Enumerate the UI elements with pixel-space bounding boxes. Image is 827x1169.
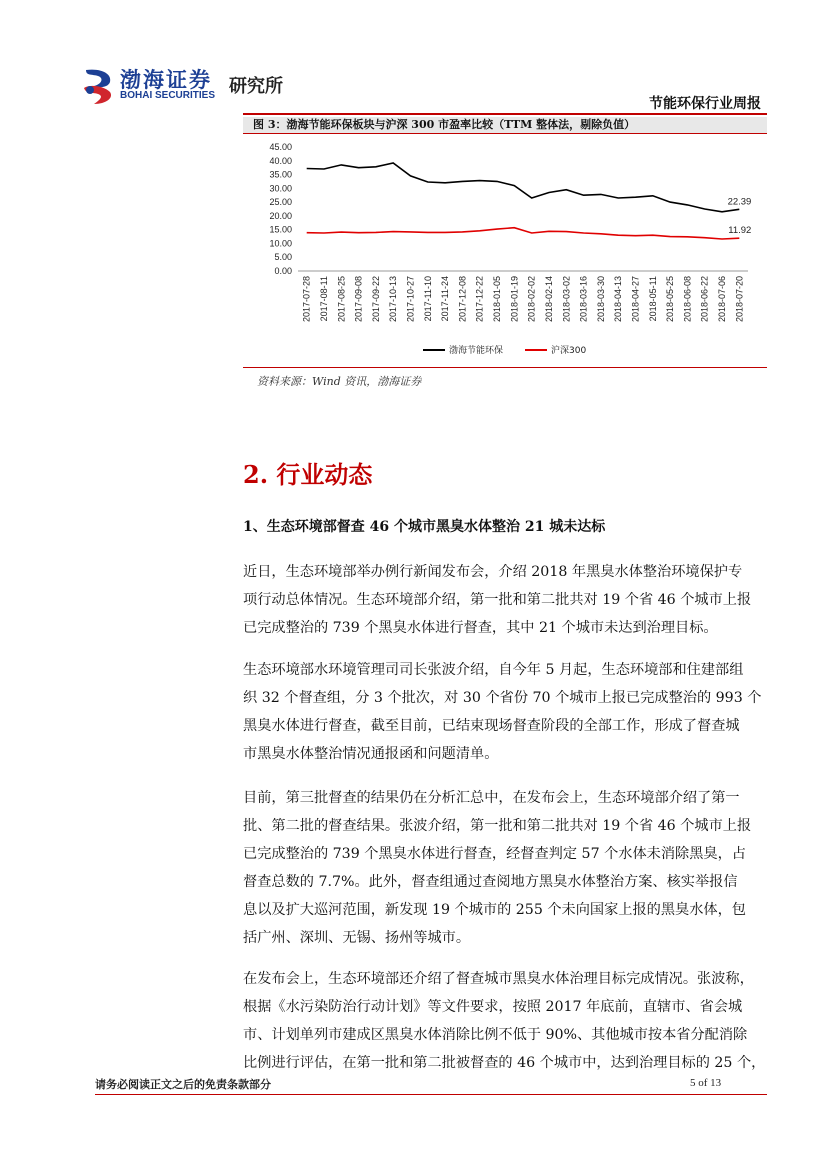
y-tick-label: 45.00	[269, 142, 292, 152]
series-line-bohai	[307, 163, 740, 212]
x-tick-label: 2018-04-27	[630, 276, 641, 323]
report-title: 节能环保行业周报	[649, 96, 761, 112]
y-tick-label: 15.00	[269, 224, 292, 235]
paragraph-line: 根据《水污染防治行动计划》等文件要求，按照 2017 年底前，直辖市、省会城	[243, 999, 743, 1015]
figure-caption: 图 3：渤海节能环保板块与沪深 300 市盈率比较（TTM 整体法，剔除负值）	[243, 117, 767, 133]
paragraph-line: 生态环境部水环境管理司司长张波介绍，自今年 5 月起，生态环境部和住建部组	[243, 662, 744, 678]
x-tick-label: 2018-07-06	[717, 276, 728, 323]
pe-ratio-line-chart	[243, 134, 767, 364]
bohai-logo-icon	[80, 66, 116, 106]
paragraph-line: 项行动总体情况。生态环境部介绍，第一批和第二批共对 19 个省 46 个城市上报	[243, 592, 752, 608]
footer-divider	[95, 1094, 767, 1095]
x-axis	[298, 271, 748, 322]
x-tick-label: 2018-05-11	[647, 276, 658, 322]
y-tick-label: 0.00	[274, 266, 292, 276]
legend-label-hs300: 沪深300	[551, 346, 587, 356]
y-axis	[269, 142, 292, 276]
page-number: 5 of 13	[690, 1077, 722, 1089]
x-tick-label: 2018-03-02	[561, 276, 572, 323]
y-tick-label: 5.00	[274, 252, 292, 263]
paragraph-line: 织 32 个督查组，分 3 个批次，对 30 个省份 70 个城市上报已完成整治的 993 个	[243, 690, 762, 706]
x-tick-label: 2018-06-08	[682, 276, 693, 323]
paragraph-1	[243, 558, 767, 642]
x-tick-label: 2017-12-22	[474, 276, 485, 323]
x-tick-label: 2017-08-25	[336, 276, 347, 323]
paragraph-line: 括广州、深圳、无锡、扬州等城市。	[243, 930, 471, 946]
paragraph-line: 息以及扩大巡河范围，新发现 19 个城市的 255 个未向国家上报的黑臭水体，包	[243, 902, 746, 918]
x-tick-label: 2017-09-08	[353, 276, 364, 323]
paragraph-line: 比例进行评估，在第一批和第二批被督查的 46 个城市中，达到治理目标的 25 个，	[243, 1055, 766, 1071]
paragraph-line: 市、计划单列市建成区黑臭水体消除比例不低于 90%、其他城市按本省分配消除	[243, 1027, 748, 1043]
end-label-hs300: 11.92	[728, 225, 752, 237]
x-tick-label: 2018-04-13	[613, 276, 624, 323]
y-tick-label: 30.00	[269, 183, 292, 194]
y-tick-label: 10.00	[269, 238, 292, 249]
paragraph-line: 批、第二批的督查结果。张波介绍，第一批和第二批共对 19 个省 46 个城市上报	[243, 818, 752, 834]
legend-label-bohai: 渤海节能环保	[449, 346, 504, 356]
x-tick-label: 2018-01-19	[509, 276, 520, 323]
chart-legend	[423, 344, 586, 356]
x-tick-label: 2018-07-20	[734, 276, 745, 323]
paragraph-line: 督查总数的 7.7%。此外，督查组通过查阅地方黑臭水体整治方案、核实举报信	[243, 874, 738, 890]
x-tick-label: 2017-08-11	[318, 276, 329, 322]
header-divider	[243, 113, 767, 115]
y-tick-label: 25.00	[269, 197, 292, 208]
x-tick-label: 2018-02-14	[543, 276, 554, 323]
footer-disclaimer: 请务必阅读正文之后的免责条款部分	[95, 1078, 271, 1091]
x-tick-label: 2018-02-02	[526, 276, 537, 323]
x-tick-label: 2017-09-22	[370, 276, 381, 323]
logo-text-cn: 渤海证券	[120, 67, 212, 92]
x-tick-label: 2017-10-13	[388, 276, 399, 323]
paragraph-4	[243, 965, 767, 1077]
y-tick-label: 35.00	[269, 169, 292, 180]
x-tick-label: 2017-11-24	[440, 276, 451, 322]
paragraph-line: 已完成整治的 739 个黑臭水体进行督查，其中 21 个城市未达到治理目标。	[243, 620, 718, 636]
logo-text-en: BOHAI SECURITIES	[120, 90, 216, 101]
y-tick-label: 40.00	[269, 155, 292, 166]
end-label-bohai: 22.39	[727, 196, 752, 208]
paragraph-line: 已完成整治的 739 个黑臭水体进行督查，经督查判定 57 个水体未消除黑臭，占	[243, 846, 746, 862]
x-tick-label: 2018-05-25	[665, 276, 676, 323]
x-tick-label: 2017-10-27	[405, 276, 416, 323]
paragraph-line: 市黑臭水体整治情况通报函和问题清单。	[243, 746, 499, 762]
paragraph-2	[243, 656, 767, 768]
paragraph-line: 近日，生态环境部举办例行新闻发布会，介绍 2018 年黑臭水体整治环境保护专	[243, 564, 743, 580]
x-tick-label: 2018-03-16	[578, 276, 589, 323]
series-line-hs300	[307, 228, 740, 239]
paragraph-line: 目前，第三批督查的结果仍在分析汇总中，在发布会上，生态环境部介绍了第一	[243, 790, 740, 806]
x-tick-label: 2018-03-30	[595, 276, 606, 323]
department-name: 研究所	[229, 76, 283, 97]
y-tick-label: 20.00	[269, 210, 292, 221]
x-tick-label: 2017-11-10	[422, 276, 433, 322]
paragraph-line: 黑臭水体进行督查，截至目前，已结束现场督查阶段的全部工作，形成了督查城	[243, 718, 740, 734]
x-tick-label: 2017-12-08	[457, 276, 468, 323]
paragraph-line: 在发布会上，生态环境部还介绍了督查城市黑臭水体治理目标完成情况。张波称，	[243, 971, 754, 987]
x-tick-label: 2018-01-05	[492, 276, 503, 323]
news-headline: 1、生态环境部督查 46 个城市黑臭水体整治 21 城未达标	[243, 519, 606, 535]
x-tick-label: 2017-07-28	[301, 276, 312, 323]
figure-source: 资料来源：Wind 资讯，渤海证券	[257, 375, 422, 388]
paragraph-3	[243, 784, 767, 952]
chart-series	[307, 163, 752, 239]
x-tick-label: 2018-06-22	[699, 276, 710, 323]
section-title: 2. 行业动态	[243, 460, 373, 489]
source-divider	[243, 367, 767, 368]
